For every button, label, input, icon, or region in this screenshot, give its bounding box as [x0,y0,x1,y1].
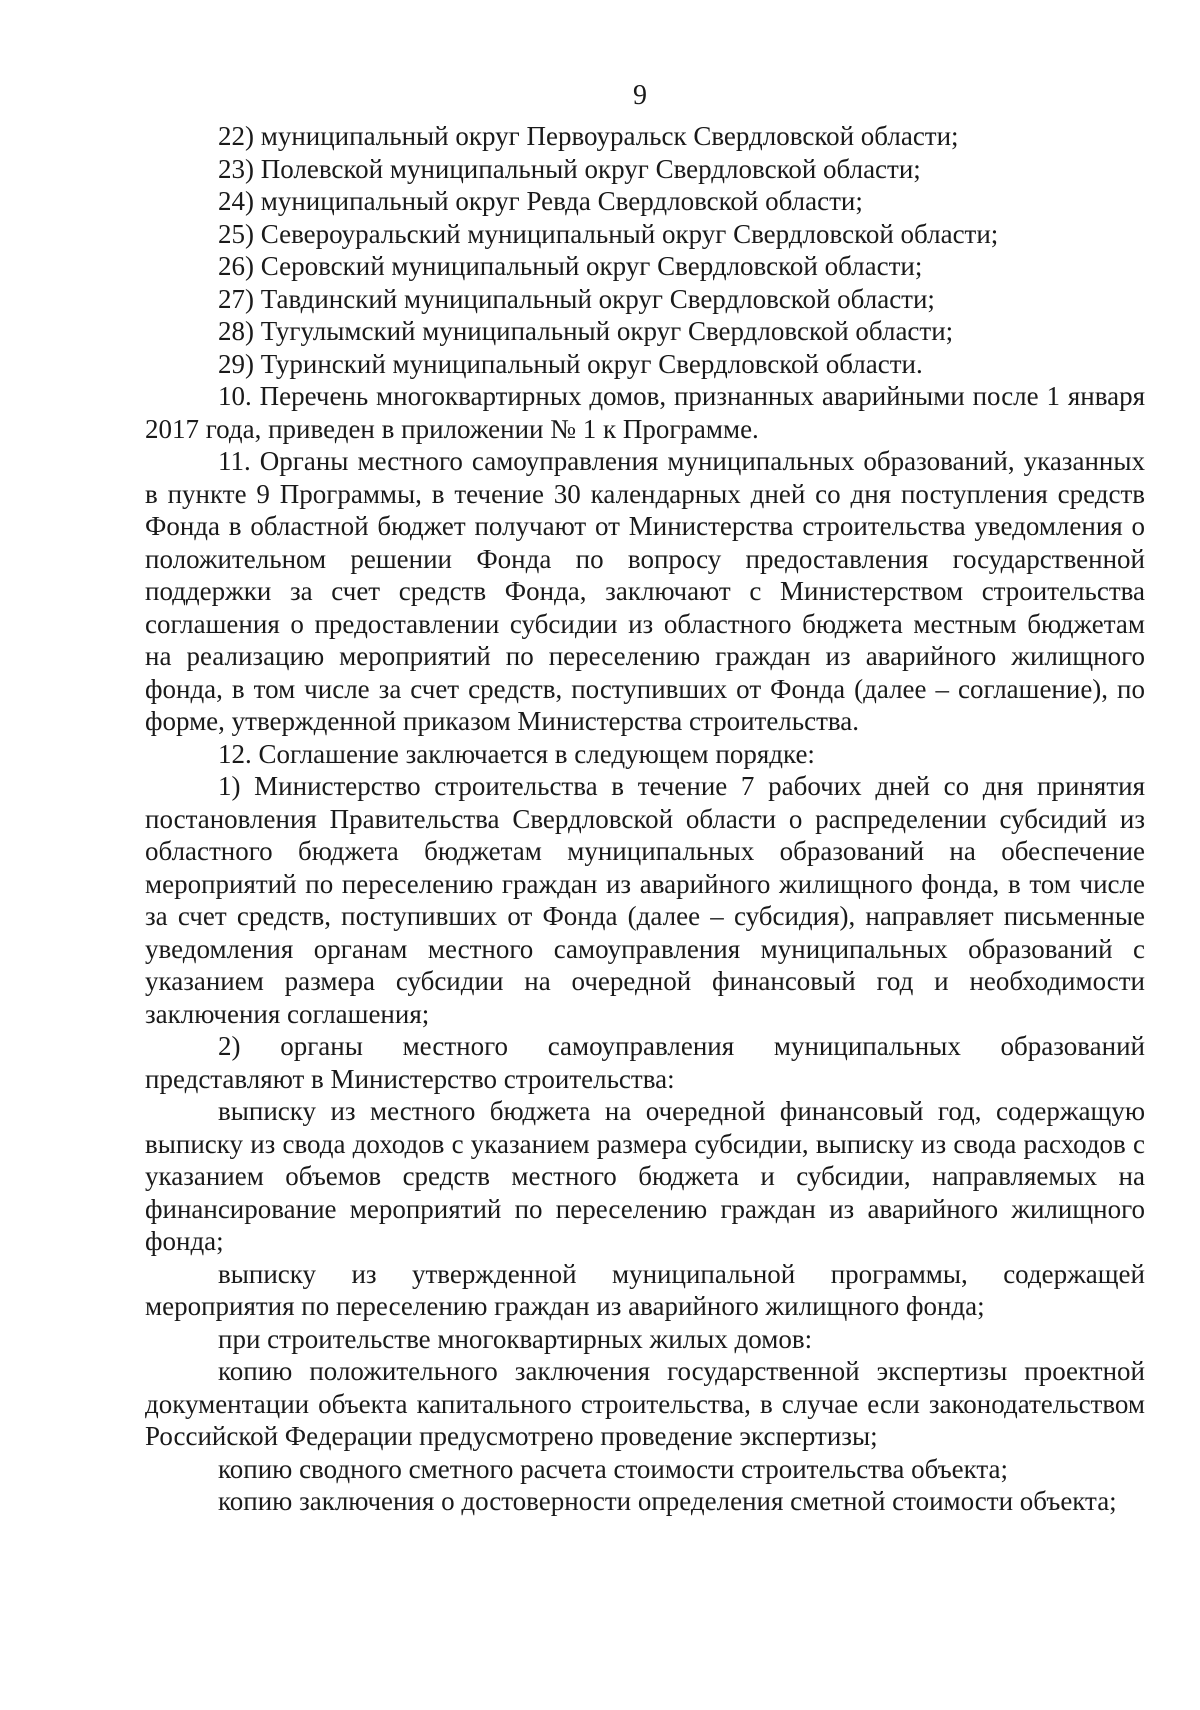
paragraph-construction: при строительстве многоквартирных жилых домов: [218,1323,813,1354]
subparagraph-2: 2) органы местного самоуправления муниципальных образований представляют в Министерство строительства: [145,1031,1145,1094]
paragraph-reliability-copy: копию заключения о достоверности определения сметной стоимости объекта; [218,1486,1117,1516]
list-item: 27) Тавдинский муниципальный округ Свердловской области; [218,283,935,314]
paragraph-program-extract: выписку из утвержденной муниципальной программы, содержащей мероприятия по переселению граждан из аварийного жилищного фонда; [145,1258,1145,1321]
list-item: 24) муниципальный округ Ревда Свердловской области; [218,186,863,216]
list-item: 22) муниципальный округ Первоуральск Свердловской области; [218,121,959,151]
paragraph-expertise-copy: копию положительного заключения государственной экспертизы проектной документации объекта капитального строительства, в случае если законодательством Российской Федерации предусмотрено проведение экспертизы; [145,1356,1145,1451]
paragraph-12: 12. Соглашение заключается в следующем порядке: [218,738,815,769]
list-item: 23) Полевской муниципальный округ Свердловской области; [218,153,921,184]
list-item: 28) Тугулымский муниципальный округ Свердловской области; [218,316,954,346]
paragraph-budget-extract: выписку из местного бюджета на очередной финансовый год, содержащую выписку из свода доходов с указанием размера субсидии, выписку из свода расходов с указанием объемов средств местного бюджета и субсидии, направляемых на финансирование мероприятий по переселению граждан из аварийного жилищного фонда; [145,1096,1145,1256]
paragraph-11: 11. Органы местного самоуправления муниципальных образований, указанных в пункте 9 Программы, в течение 30 календарных дней со дня поступления средств Фонда в областной бюджет получают от Министерства строительства уведомления о положительном решении Фонда по вопросу предоставления государственной поддержки за счет средств Фонда, заключают с Министерством строительства соглашения о предоставлении субсидии из областного бюджета местным бюджетам на реализацию мероприятий по переселению граждан из аварийного жилищного фонда, в том числе за счет средств, поступивших от Фонда (далее – соглашение), по форме, утвержденной приказом Министерства строительства. [145,446,1145,736]
subparagraph-1: 1) Министерство строительства в течение 7 рабочих дней со дня принятия постановления Правительства Свердловской области о распределении субсидий из областного бюджета бюджетам муниципальных образований на обеспечение мероприятий по переселению граждан из аварийного жилищного фонда, в том числе за счет средств, поступивших от Фонда (далее – субсидия), направляет письменные уведомления органам местного самоуправления муниципальных образований с указанием размера субсидии на очередной финансовый год и необходимости заключения соглашения; [145,771,1145,1029]
page-number: 9 [633,80,647,111]
document-body [145,120,1145,1518]
list-item: 25) Североуральский муниципальный округ Свердловской области; [218,218,999,249]
list-item: 26) Серовский муниципальный округ Свердловской области; [218,251,923,281]
paragraph-estimate-copy: копию сводного сметного расчета стоимости строительства объекта; [218,1453,1009,1484]
paragraph-10: 10. Перечень многоквартирных домов, признанных аварийными после 1 января 2017 года, приведен в приложении № 1 к Программе. [145,381,1145,444]
list-item: 29) Туринский муниципальный округ Свердловской области. [218,348,923,379]
